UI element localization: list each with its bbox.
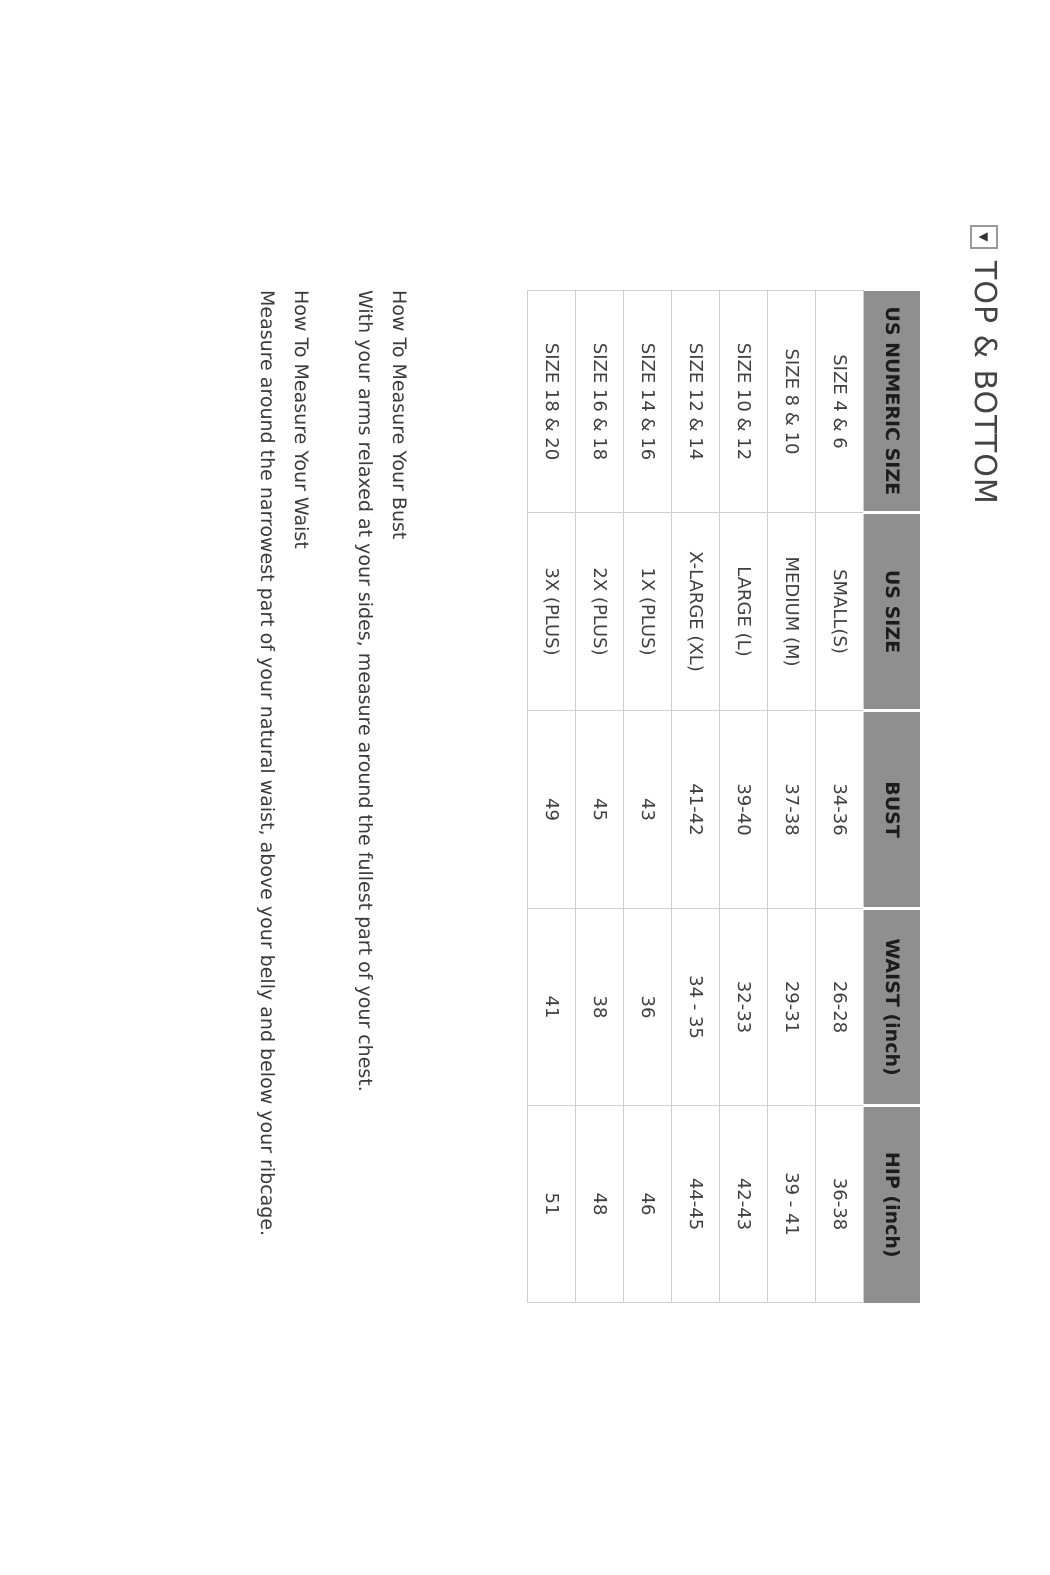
- cell-hip: 42-43: [720, 1106, 768, 1303]
- cell-waist: 26-28: [816, 909, 864, 1106]
- waist-instruction-text: Measure around the narrowest part of your natural waist, above your belly and below your ribcage.: [256, 290, 278, 1237]
- cell-bust: 49: [528, 711, 576, 909]
- table-row: [720, 291, 768, 1303]
- header-hip: HIP (inch): [864, 1106, 921, 1303]
- cell-waist: 41: [528, 909, 576, 1106]
- cell-us-size: 3X (PLUS): [528, 513, 576, 711]
- section-header[interactable]: [967, 225, 1002, 505]
- cell-waist: 36: [624, 909, 672, 1106]
- bust-instruction-title: How To Measure Your Bust: [388, 290, 410, 540]
- cell-numeric-size: SIZE 8 & 10: [768, 291, 816, 513]
- cell-waist: 29-31: [768, 909, 816, 1106]
- cell-bust: 43: [624, 711, 672, 909]
- cell-bust: 41-42: [672, 711, 720, 909]
- section-title: TOP & BOTTOM: [967, 261, 1002, 505]
- measurement-instructions: [244, 290, 410, 1236]
- cell-hip: 46: [624, 1106, 672, 1303]
- cell-hip: 39 - 41: [768, 1106, 816, 1303]
- cell-numeric-size: SIZE 10 & 12: [720, 291, 768, 513]
- cell-waist: 32-33: [720, 909, 768, 1106]
- header-bust: BUST: [864, 711, 921, 909]
- cell-hip: 48: [576, 1106, 624, 1303]
- cell-us-size: X-LARGE (XL): [672, 513, 720, 711]
- cell-hip: 36-38: [816, 1106, 864, 1303]
- table-row: [672, 291, 720, 1303]
- cell-numeric-size: SIZE 16 & 18: [576, 291, 624, 513]
- cell-numeric-size: SIZE 14 & 16: [624, 291, 672, 513]
- cell-bust: 45: [576, 711, 624, 909]
- table-row: [816, 291, 864, 1303]
- header-waist: WAIST (inch): [864, 909, 921, 1106]
- table-row: [576, 291, 624, 1303]
- cell-us-size: 2X (PLUS): [576, 513, 624, 711]
- table-row: [768, 291, 816, 1303]
- table-row: [624, 291, 672, 1303]
- waist-instruction-title: How To Measure Your Waist: [290, 290, 312, 549]
- cell-numeric-size: SIZE 4 & 6: [816, 291, 864, 513]
- cell-us-size: LARGE (L): [720, 513, 768, 711]
- header-us-numeric-size: US NUMERIC SIZE: [864, 291, 921, 513]
- triangle-down-icon[interactable]: ▼: [971, 225, 999, 249]
- cell-bust: 34-36: [816, 711, 864, 909]
- cell-hip: 51: [528, 1106, 576, 1303]
- cell-hip: 44-45: [672, 1106, 720, 1303]
- cell-us-size: SMALL(S): [816, 513, 864, 711]
- table-header-row: [864, 291, 921, 1303]
- table-row: [528, 291, 576, 1303]
- cell-us-size: MEDIUM (M): [768, 513, 816, 711]
- cell-waist: 38: [576, 909, 624, 1106]
- bust-instruction-text: With your arms relaxed at your sides, measure around the fullest part of your chest.: [354, 290, 376, 1092]
- size-table: [527, 290, 920, 1303]
- header-us-size: US SIZE: [864, 513, 921, 711]
- cell-waist: 34 - 35: [672, 909, 720, 1106]
- cell-bust: 39-40: [720, 711, 768, 909]
- cell-numeric-size: SIZE 12 & 14: [672, 291, 720, 513]
- cell-us-size: 1X (PLUS): [624, 513, 672, 711]
- cell-numeric-size: SIZE 18 & 20: [528, 291, 576, 513]
- cell-bust: 37-38: [768, 711, 816, 909]
